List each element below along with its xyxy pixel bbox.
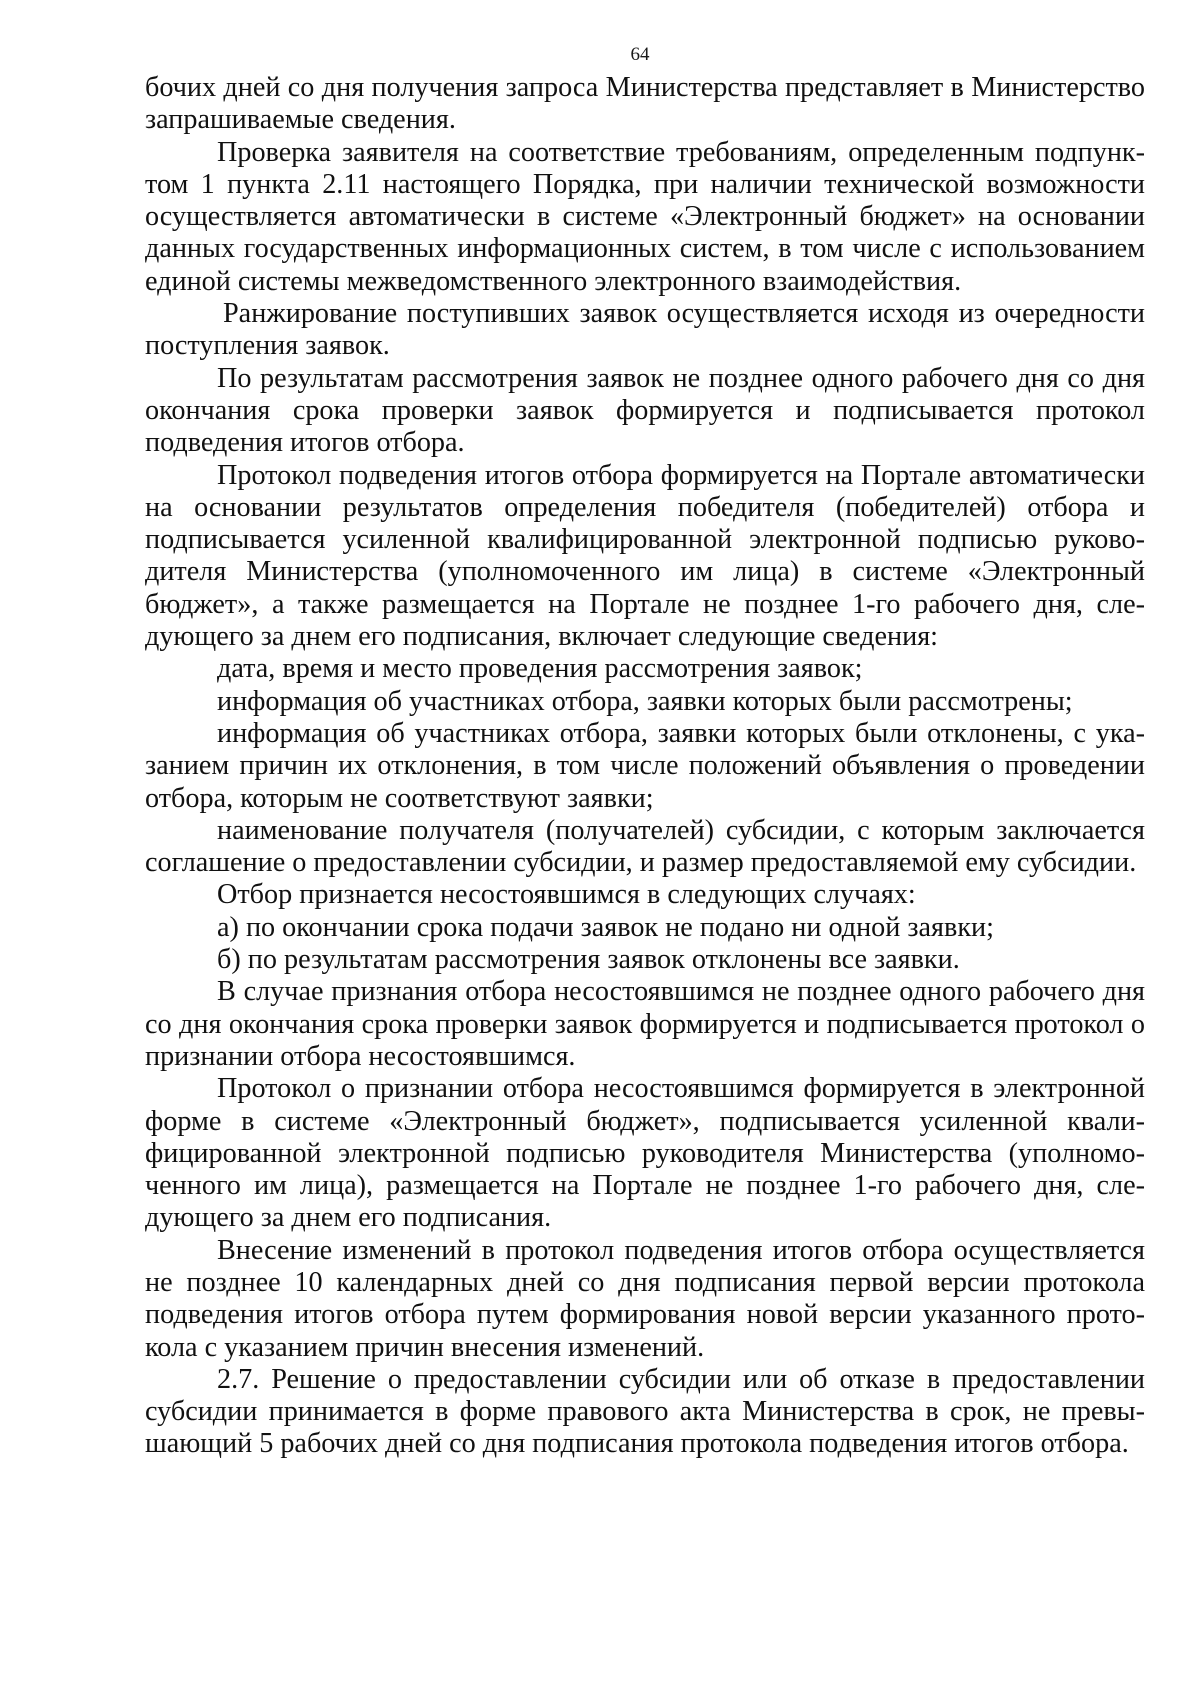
- paragraph-review-results: По результатам рассмотрения заявок не позднее одного рабочего дня со дня окончания срока проверки заявок формируется и подписывается протокол подведения итогов отбора.: [145, 362, 1145, 459]
- paragraph-ranking: Ранжирование поступивших заявок осуществляется исходя из очередности поступления заявок.: [145, 298, 1145, 362]
- paragraph-section-2-7: 2.7. Решение о предоставлении субсидии или об отказе в предоставлении субсидии принимается в форме правового акта Министерства в срок, не превышающий 5 рабочих дней со дня подписания протокола подведения итогов отбора.: [145, 1363, 1145, 1460]
- list-item-recipient-name: наименование получателя (получателей) субсидии, с которым заключается соглашение о предоставлении субсидии, и размер предоставляемой ему субсидии.: [145, 814, 1145, 879]
- list-item-rejected-participants: информация об участниках отбора, заявки которых были отклонены, с указанием причин их отклонения, в том числе положений объявления о проведении отбора, которым не соответствуют заявки;: [145, 717, 1145, 814]
- page-number: 64: [630, 44, 650, 65]
- list-item-case-a: а) по окончании срока подачи заявок не подано ни одной заявки;: [217, 911, 994, 943]
- paragraph-failed-protocol-electronic: Протокол о признании отбора несостоявшимся формируется в электронной форме в системе «Электронный бюджет», подписывается усиленной квалифицированной электронной подписью руководителя Министерства (уполномоченного им лица), размещается на Портале не позднее 1-го рабочего дня, следующего за днем его подписания.: [145, 1073, 1145, 1234]
- list-item-date-time-place: дата, время и место проведения рассмотрения заявок;: [217, 653, 863, 685]
- paragraph-continuation: бочих дней со дня получения запроса Министерства представляет в Министерство запрашиваемые сведения.: [145, 72, 1145, 136]
- paragraph-protocol-formation: Протокол подведения итогов отбора формируется на Портале автоматически на основании результатов определения победителя (победителей) отбора и подписывается усиленной квалифицированной электронной подписью руководителя Министерства (уполномоченного им лица) в системе «Электронный бюджет», а также размещается на Портале не позднее 1-го рабочего дня, следующего за днем его подписания, включает следующие сведения:: [145, 459, 1145, 653]
- paragraph-protocol-changes: Внесение изменений в протокол подведения итогов отбора осуществляется не позднее 10 календарных дней со дня подписания первой версии протокола подведения итогов отбора путем формирования новой версии указанного протокола с указанием причин внесения изменений.: [145, 1234, 1145, 1363]
- paragraph-failed-protocol: В случае признания отбора несостоявшимся не позднее одного рабочего дня со дня окончания срока проверки заявок формируется и подписывается протокол о признании отбора несостоявшимся.: [145, 976, 1145, 1072]
- list-item-case-b: б) по результатам рассмотрения заявок отклонены все заявки.: [217, 944, 960, 976]
- document-body: [145, 72, 1145, 1461]
- list-item-reviewed-participants: информация об участниках отбора, заявки которых были рассмотрены;: [217, 685, 1073, 717]
- paragraph-applicant-check: Проверка заявителя на соответствие требованиям, определенным подпунктом 1 пункта 2.11 настоящего Порядка, при наличии технической возможности осуществляется автоматически в системе «Электронный бюджет» на основании данных государственных информационных систем, в том числе с использованием единой системы межведомственного электронного взаимодействия.: [145, 136, 1145, 297]
- paragraph-failed-selection: Отбор признается несостоявшимся в следующих случаях:: [217, 879, 916, 911]
